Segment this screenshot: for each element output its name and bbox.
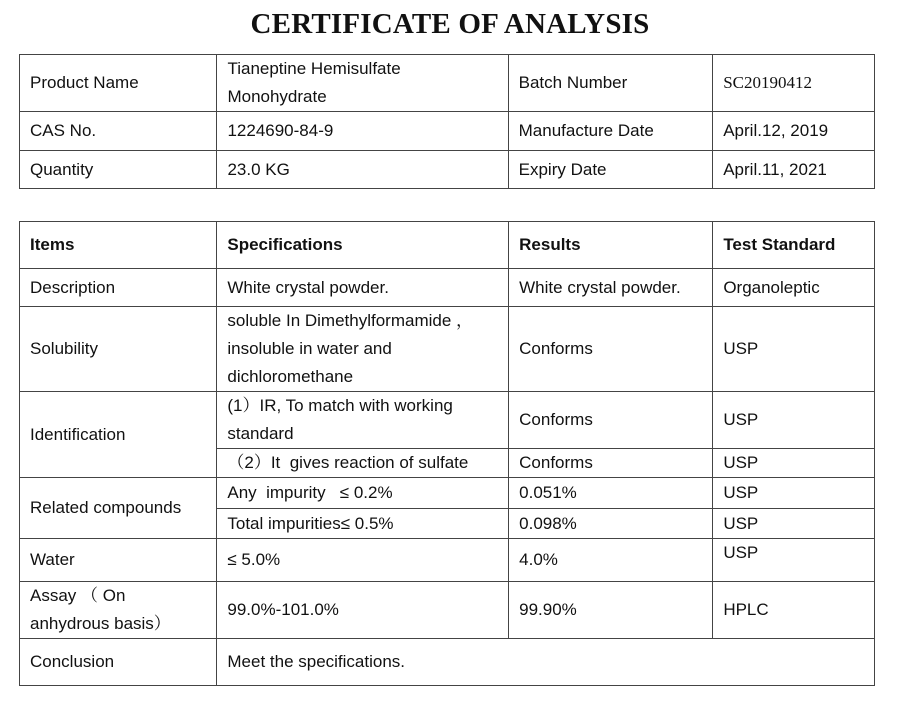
result-identification-sulfate: Conforms	[509, 449, 713, 478]
item-assay: Assay （ On anhydrous basis）	[20, 582, 217, 639]
quantity-label: Quantity	[20, 151, 217, 189]
spec-identification-ir: (1）IR, To match with working standard	[217, 392, 509, 449]
item-description: Description	[20, 269, 217, 307]
result-assay: 99.90%	[509, 582, 713, 639]
item-water: Water	[20, 539, 217, 582]
item-related-compounds: Related compounds	[20, 478, 217, 539]
batch-number-label: Batch Number	[508, 55, 713, 112]
standard-solubility: USP	[713, 307, 875, 392]
standard-total-impurities: USP	[713, 509, 875, 539]
document-title: CERTIFICATE OF ANALYSIS	[250, 8, 650, 40]
header-specifications: Specifications	[217, 222, 509, 269]
spec-any-impurity: Any impurity ≤ 0.2%	[217, 478, 509, 509]
spec-assay: 99.0%-101.0%	[217, 582, 509, 639]
table-row	[20, 392, 875, 449]
quantity-value: 23.0 KG	[217, 151, 508, 189]
standard-water: USP	[713, 539, 875, 582]
product-name-label: Product Name	[20, 55, 217, 112]
cas-value: 1224690-84-9	[217, 112, 508, 151]
spec-solubility: soluble In Dimethylformamide ， insoluble in water and dichloromethane	[217, 307, 509, 392]
item-conclusion: Conclusion	[20, 639, 217, 686]
item-solubility: Solubility	[20, 307, 217, 392]
cas-label: CAS No.	[20, 112, 217, 151]
conclusion-value: Meet the specifications.	[217, 639, 875, 686]
table-row	[20, 582, 875, 639]
standard-identification-ir: USP	[713, 392, 875, 449]
standard-assay: HPLC	[713, 582, 875, 639]
header-items: Items	[20, 222, 217, 269]
analysis-results-table	[19, 221, 875, 686]
result-solubility: Conforms	[509, 307, 713, 392]
product-name-value: Tianeptine Hemisulfate Monohydrate	[217, 55, 508, 112]
result-description: White crystal powder.	[509, 269, 713, 307]
standard-description: Organoleptic	[713, 269, 875, 307]
header-results: Results	[509, 222, 713, 269]
manufacture-date-label: Manufacture Date	[508, 112, 713, 151]
table-header-row	[20, 222, 875, 269]
standard-identification-sulfate: USP	[713, 449, 875, 478]
table-row	[20, 639, 875, 686]
spec-identification-sulfate: （2）It gives reaction of sulfate	[217, 449, 509, 478]
spec-description: White crystal powder.	[217, 269, 509, 307]
table-row	[20, 307, 875, 392]
standard-any-impurity: USP	[713, 478, 875, 509]
result-identification-ir: Conforms	[509, 392, 713, 449]
expiry-date-label: Expiry Date	[508, 151, 713, 189]
table-row	[20, 478, 875, 509]
manufacture-date-value: April.12, 2019	[713, 112, 875, 151]
result-water: 4.0%	[509, 539, 713, 582]
result-total-impurities: 0.098%	[509, 509, 713, 539]
spec-water: ≤ 5.0%	[217, 539, 509, 582]
product-info-table	[19, 54, 875, 189]
item-identification: Identification	[20, 392, 217, 478]
spec-total-impurities: Total impurities≤ 0.5%	[217, 509, 509, 539]
expiry-date-value: April.11, 2021	[713, 151, 875, 189]
table-row	[20, 269, 875, 307]
result-any-impurity: 0.051%	[509, 478, 713, 509]
table-row	[20, 539, 875, 582]
header-test-standard: Test Standard	[713, 222, 875, 269]
batch-number-value: SC20190412	[713, 55, 875, 112]
